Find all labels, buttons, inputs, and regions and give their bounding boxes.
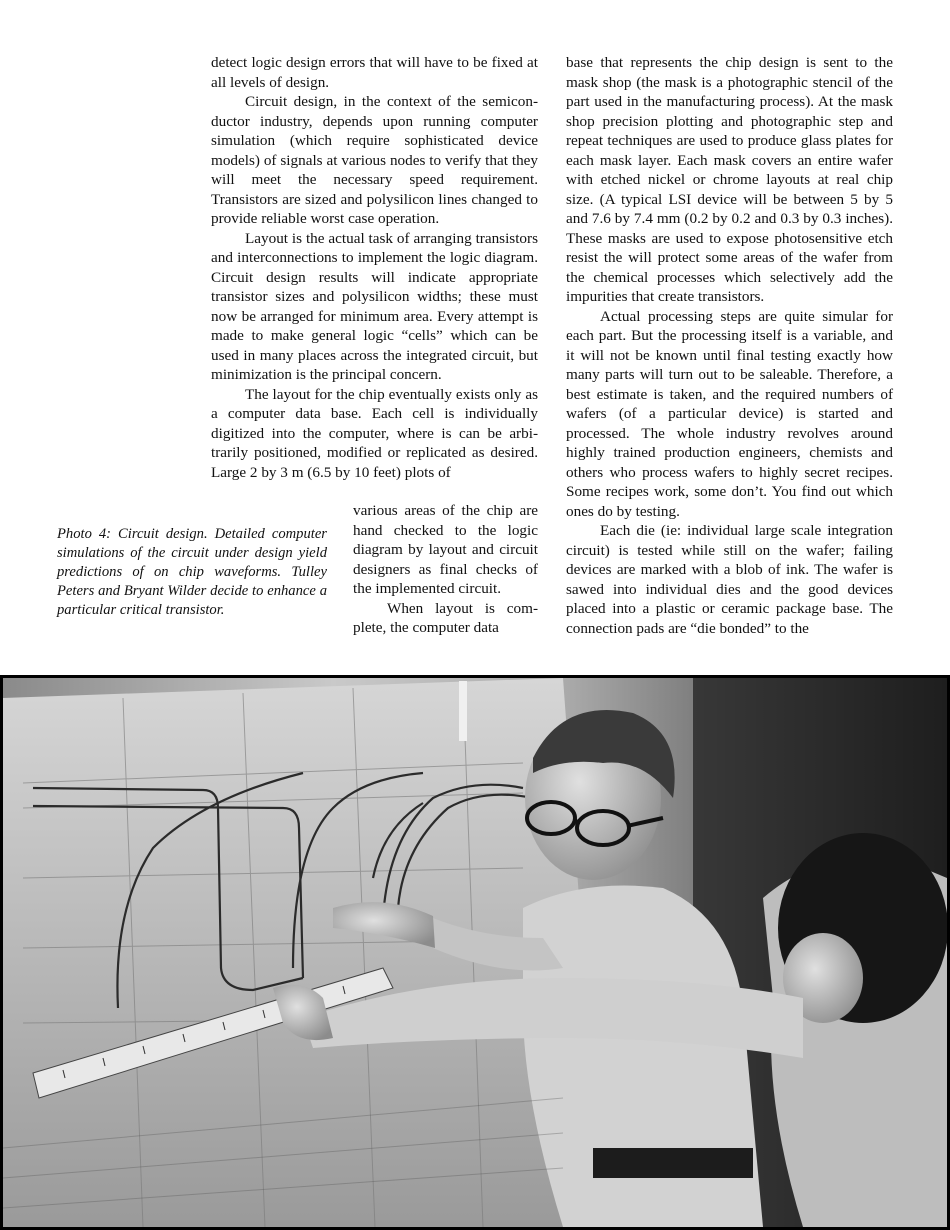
paragraph: When layout is complete, the computer data [353,599,538,636]
paragraph: detect logic design errors that will have to be fixed at all levels of design. [211,54,538,91]
text-column-right [566,53,893,638]
text-column-narrow [353,501,538,638]
photo-caption: Photo 4: Circuit design. Detailed computer simulations of the circuit under design yield predictions of on chip waveforms. Tulley Peters and Bryant Wilder decide to enhance a particular critical transistor. [57,526,327,618]
paragraph: Actual processing steps are quite simular for each part. But the processing itself is a variable, and it will not be known until final testing exactly how many parts will turn out to be saleable. Therefore, a best estimate is taken, and the required numbers of wafers (of a particular device) is started and processed. The whole industry revolves around highly trained production engineers, chemists and others who process wafers to highly secret recipes. Some recipes work, some don’t. You find out which ones do by testing. [566,307,893,520]
photo-circuit-design [0,675,950,1230]
paragraph: various areas of the chip are hand checked to the logic diagram by layout and circuit designers as final checks of the implemented circuit. [353,502,538,597]
paragraph: Layout is the actual task of arranging transistors and interconnections to implement the logic diagram. Circuit design results will indicate appropriate transistor sizes and polysilicon widths; these must now be arranged for minimum area. Every attempt is made to make general logic “cells” which can be used in many places across the integrated circuit, but minimization is the principal concern. [211,229,538,383]
paragraph: base that represents the chip design is sent to the mask shop (the mask is a photographic stencil of the part used in the manufacturing process). At the mask shop precision plotting and photographic step and repeat techniques are used to produce glass plates for each mask layer. Each mask covers an entire wafer with etched nickel or chrome layouts at real chip size. (A typical LSI device will be between 5 by 5 and 7.6 by 7.4 mm (0.2 by 0.2 and 0.3 by 0.3 inches). These masks are used to expose photosensitive etch resist the will protect some areas of the wafer from the chemical processes which selectively add the impurities that create transistors. [566,54,893,305]
paragraph: The layout for the chip eventually exists only as a computer data base. Each cell is individually digitized into the computer, where is can be arbitrarily positioned, modified or replicated as desired. Large 2 by 3 m (6.5 by 10 feet) plots of [211,385,538,481]
paragraph: Circuit design, in the context of the semiconductor industry, depends upon running computer simulation (which require sophisticated device models) of signals at various nodes to verify that they will meet the necessary speed requirement. Transistors are sized and polysilicon lines changed to provide reliable worst case operation. [211,93,538,227]
text-column-left [211,53,538,482]
paragraph: Each die (ie: individual large scale integration circuit) is tested while still on the wafer; failing devices are marked with a blob of ink. The wafer is sawed into individual dies and the good devices placed into a plastic or ceramic package base. The connection pads are “die bonded” to the [566,522,893,637]
